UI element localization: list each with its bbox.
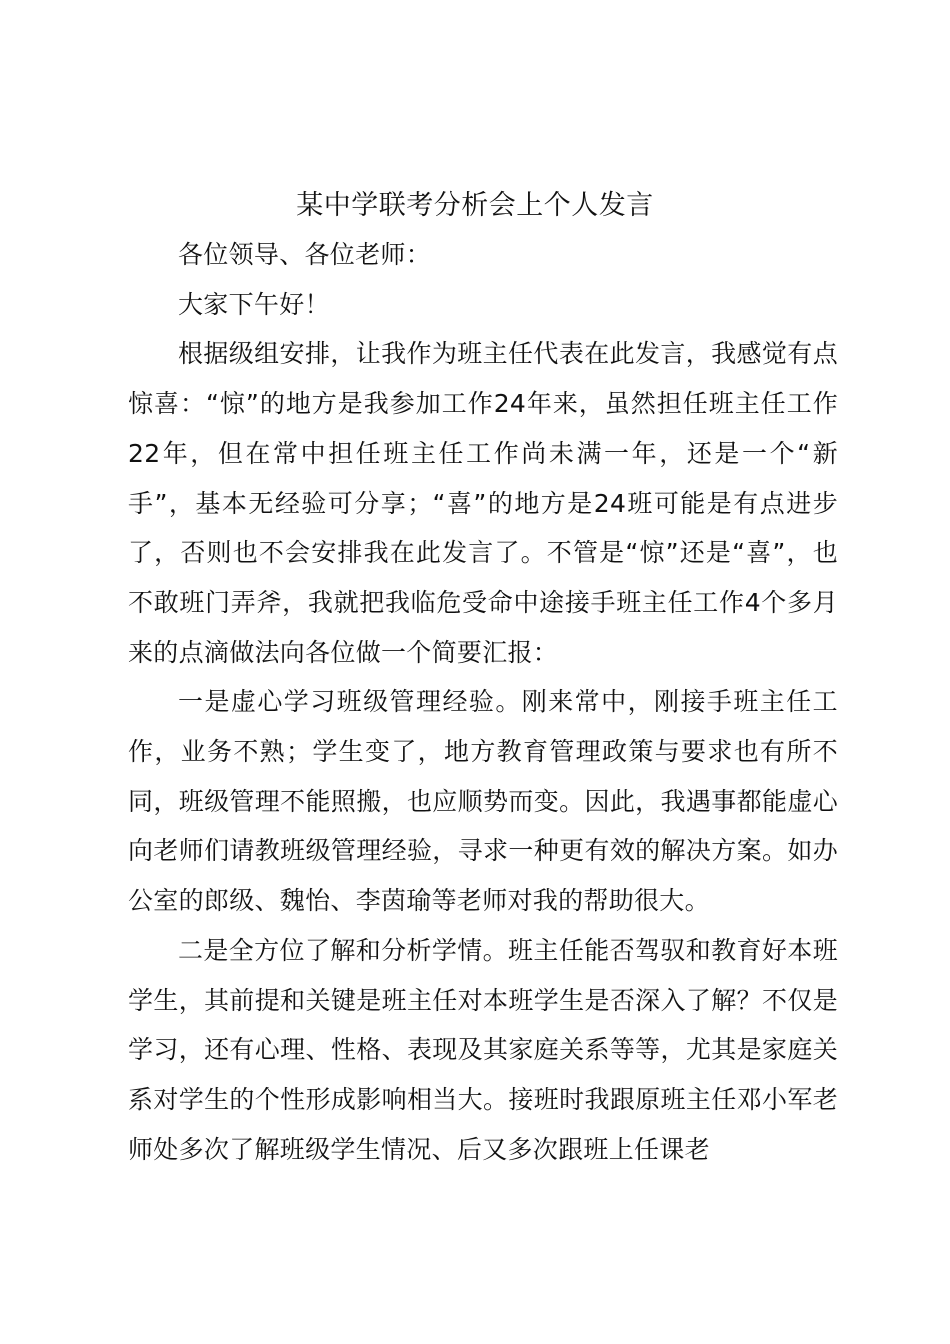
document-title: 某中学联考分析会上个人发言 [296, 190, 654, 221]
document-body [128, 230, 838, 1174]
greeting: 大家下午好！ [178, 289, 330, 319]
paragraph-point-two: 二是全方位了解和分析学情。班主任能否驾驭和教育好本班学生，其前提和关键是班主任对本班学生是否深入了解？不仅是学习，还有心理、性格、表现及其家庭关系等等，尤其是家庭关系对学生的个性形成影响相当大。接班时我跟原班主任邓小军老师处多次了解班级学生情况、后又多次跟班上任课老 [128, 935, 838, 1164]
paragraph-point-one: 一是虚心学习班级管理经验。刚来常中，刚接手班主任工作，业务不熟；学生变了，地方教育管理政策与要求也有所不同，班级管理不能照搬，也应顺势而变。因此，我遇事都能虚心向老师们请教班级管理经验，寻求一种更有效的解决方案。如办公室的郎级、魏怡、李茵瑜等老师对我的帮助很大。 [128, 687, 838, 916]
salutation: 各位领导、各位老师： [178, 240, 432, 269]
paragraph-intro: 根据级组安排，让我作为班主任代表在此发言，我感觉有点惊喜：“惊”的地方是我参加工作24年来，虽然担任班主任工作22年，但在常中担任班主任工作尚未满一年，还是一个“新手”，基本无经验可分享；“喜”的地方是24班可能是有点进步了，否则也不会安排我在此发言了。不管是“惊”还是“喜”，也不敢班门弄斧，我就把我临危受命中途接手班主任工作4个多月来的点滴做法向各位做一个简要汇报： [128, 339, 838, 667]
